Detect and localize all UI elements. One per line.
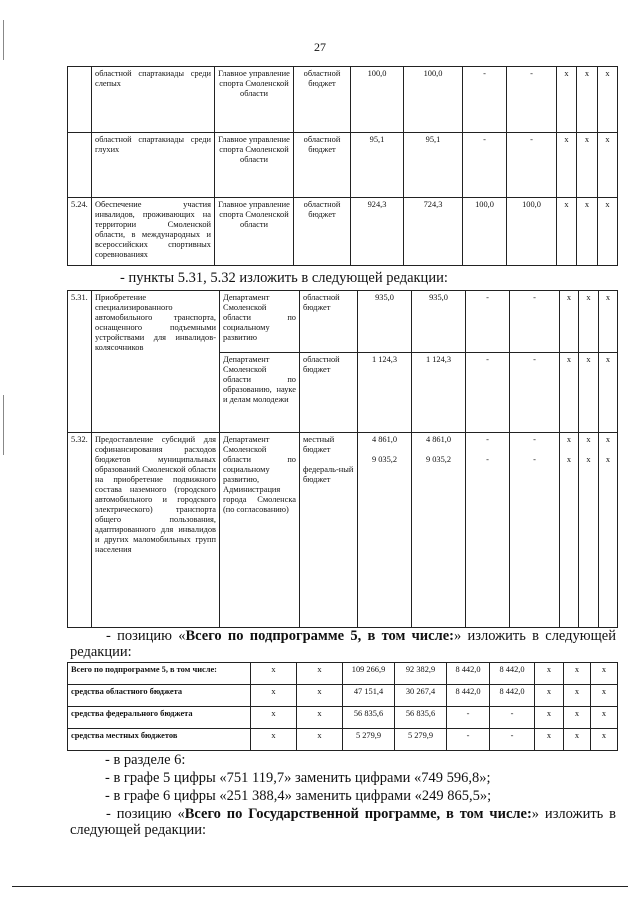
table-row: Всего по подпрограмме 5, в том числе: x x 109 266,9 92 382,9 8 442,0 8 442,0 x x x (68, 663, 618, 685)
table-row: областной спартакиады среди глухих Главное управление спорта Смоленской области областной бюджет 95,1 95,1 - - x x x (68, 133, 618, 198)
row-number: 5.31. (68, 291, 92, 433)
table-row: 5.32. Предоставление субсидий для софинансирования расходов бюджетов муниципальных образований Смоленской области на приобретение подвижного состава наземного (городского автомобильного и городского электрического) транспорта общего пользования, адаптированного для инвалидов и других маломобильных групп населения Департамент Смоленской области по социальному развитию, Администрация города Смоленска (по согласованию) местный бюджет федераль-ный бюджет 4 861,0 9 035,2 4 861,0 9 035,2 - - - - x x x x x x (68, 433, 618, 628)
scan-margin-line (3, 395, 4, 455)
program-table-middle (67, 290, 618, 628)
subprogram-totals-table (67, 662, 618, 751)
table-row: областной спартакиады среди слепых Главное управление спорта Смоленской области областной бюджет 100,0 100,0 - - x x x (68, 67, 618, 133)
table-row: 5.24. Обеспечение участия инвалидов, проживающих на территории Смоленской области, в международных и всероссийских спортивных соревнованиях Главное управление спорта Смоленской области областной бюджет 924,3 724,3 100,0 100,0 x x x (68, 198, 618, 266)
table-row: 5.31. Приобретение специализированного автомобильного транспорта, оснащенного подъемными устройствами для инвалидов-колясочников Департамент Смоленской области по социальному развитию областной бюджет 935,0 935,0 - - x x x (68, 291, 618, 353)
instruction-column6: - в графе 6 цифры «251 388,4» заменить цифрами «249 865,5»; (105, 788, 492, 804)
instruction-points: - пункты 5.31, 5.32 изложить в следующей редакции: (120, 270, 448, 286)
page-number: 27 (314, 40, 326, 54)
footer-rule (12, 886, 628, 887)
row-executor: Главное управление спорта Смоленской области (215, 67, 294, 133)
row-number: 5.24. (68, 198, 92, 266)
instruction-subprogram: - позицию «Всего по подпрограмме 5, в том числе:» изложить в следующей редакции: (70, 628, 616, 660)
instruction-state-program: - позицию «Всего по Государственной программе, в том числе:» изложить в следующей редакции: (70, 806, 617, 838)
table-row: средства областного бюджета x x 47 151,4 30 267,4 8 442,0 8 442,0 x x x (68, 685, 618, 707)
table-row: Департамент Смоленской области по образованию, науке и делам молодежи областной бюджет 1 124,3 1 124,3 - - x x x (68, 353, 618, 433)
table-row: средства федерального бюджета x x 56 835,6 56 835,6 - - x x x (68, 707, 618, 729)
row-name: областной спартакиады среди слепых (92, 67, 215, 133)
instruction-column5: - в графе 5 цифры «751 119,7» заменить цифрами «749 596,8»; (105, 770, 491, 786)
program-table-top (67, 66, 618, 266)
instruction-section6: - в разделе 6: (105, 752, 186, 768)
row-source: областной бюджет (294, 67, 351, 133)
table-row: средства местных бюджетов x x 5 279,9 5 279,9 - - x x x (68, 729, 618, 751)
row-number: 5.32. (68, 433, 92, 628)
